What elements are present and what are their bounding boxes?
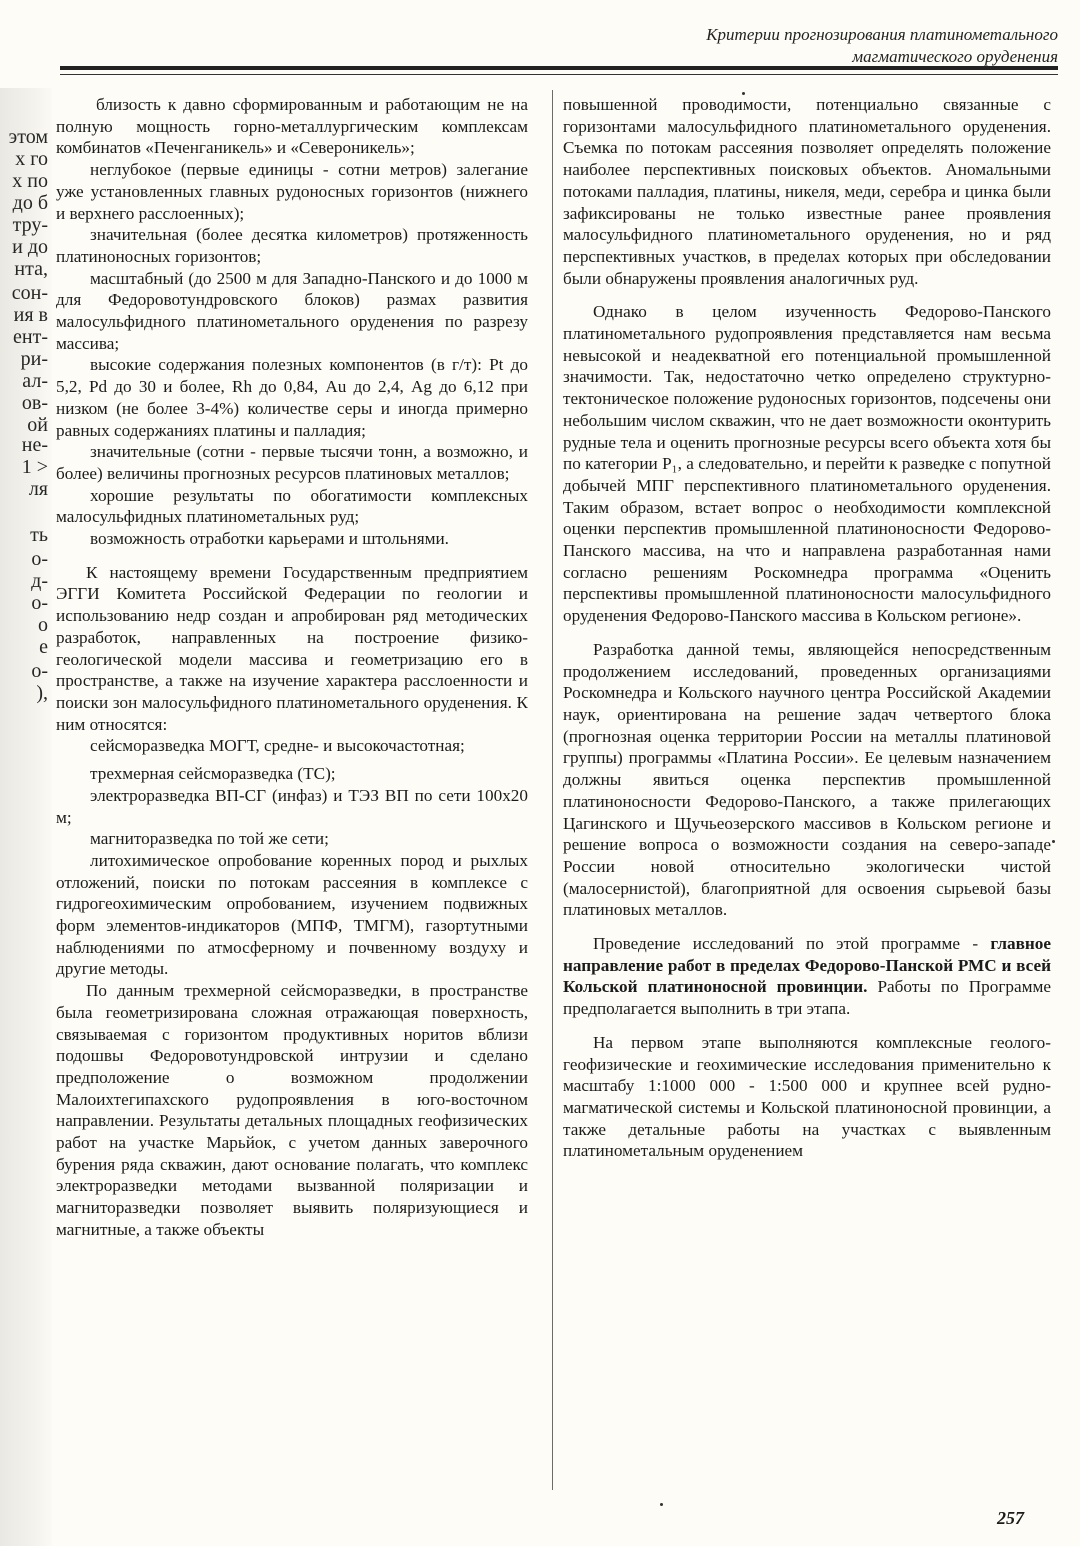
gutter-text-line: ой (27, 414, 48, 436)
running-header-line-2: магматического оруденения (852, 47, 1058, 66)
gutter-previous-page (0, 88, 52, 1546)
list-item: электроразведка ВП-СГ (инфаз) и ТЭЗ ВП по сети 100х20 м; (56, 785, 528, 827)
list-item: значительная (более десятка километров) протяженность платиноносных горизонтов; (56, 225, 528, 266)
header-rule-thick (60, 66, 1058, 70)
list-item: значительные (сотни - первые тысячи тонн, а возможно, и более) величины прогнозных ресурсов платиновых металлов; (56, 442, 528, 483)
list-item: магниторазведка по той же сети; (90, 829, 329, 849)
list-item: сейсморазведка МОГТ, средне- и высокочастотная; (90, 736, 465, 756)
gutter-text-line: не- (21, 434, 48, 456)
paragraph-text: Проведение исследований по этой программе - (593, 934, 991, 954)
right-column (563, 94, 1051, 1162)
list-item: высокие содержания полезных компонентов (в г/т): Pt до 5,2, Pd до 30 и более, Rh до 0,84, Au до 2,4, Ag до 6,12 при низком (не более 3-4%) количестве серы и иногда примерно равных содержаниях платины и палладия; (56, 355, 528, 440)
gutter-text-line: ля (28, 478, 48, 500)
gutter-text-line: ал- (22, 370, 48, 392)
header-rule-thin (60, 74, 1058, 75)
gutter-text-line: этом (8, 126, 48, 148)
paragraph: Однако в целом изученность Федорово-Панского платинометального рудопроявления представляется нам весьма невысокой и неадекватной его потенциальной промышленной значимости. Так, недостаточно четко определено структурно-тектоническое положение рудоносных горизонтов, подсечены они небольшим числом скважин, что не дает возможности оконтурить рудные тела и оценить прогнозные ресурсы всего объекта хотя бы по категории P₁, а следовательно, и перейти к разведке с попутной добычей МПГ перспективного платинометального оруденения. Таким образом, встает вопрос о необходимости комплексной оценки перспектив промышленной платиноносности Федорово-Панского массива, на что и направлена разработанная нами согласно решениям Роскомнедра программа «Оценить перспективы промышленной платиноносности малосульфидного оруденения Федорово-Панского массива в Кольском регионе». (563, 302, 1051, 626)
gutter-text-line: х го (15, 148, 48, 170)
gutter-text-line: ть (30, 524, 48, 546)
gutter-text-line: о- (31, 548, 48, 570)
paragraph: По данным трехмерной сейсморазведки, в пространстве была геометризирована сложная отражающая поверхность, связываемая с горизонтом продуктивных норитов вблизи подошвы Федоровотундровской интрузии и сделано предположение о возможном продолжении Малоихтегипахского рудопроявления в юго-восточном направлении. Результаты детальных площадных геофизических работ на участке Марьйок, с учетом данных заверочного бурения ряда скважин, дают основание полагать, что комплекс электроразведки методами вызванной поляризации и магниторазведки позволяет выявить поляризующиеся и магнитные, а также объекты (56, 981, 528, 1239)
paragraph: близость к давно сформированным и работающим не на полную мощность горно-металлургическим комплексам комбинатов «Печенганикель» и «Североникель»; (56, 95, 528, 158)
list-item: трехмерная сейсморазведка (ТС); (90, 764, 336, 784)
gutter-text-line: ), (36, 682, 48, 704)
gutter-text-line: тру- (12, 214, 48, 236)
list-item: литохимическое опробование коренных пород и рыхлых отложений, поиски по потокам рассеяния в комплексе с гидрогеохимическим опробованием, изучением подвижных форм элементов-индикаторов (МПФ, ТМГМ), газортутными наблюдениями по атмосферному и почвенному воздуху и другие методы. (56, 850, 528, 979)
running-header (706, 24, 1058, 68)
gutter-text-line: до б (12, 192, 48, 214)
gutter-text-line: ент- (13, 326, 48, 348)
gutter-text-line: о (38, 614, 48, 636)
paragraph (563, 933, 1051, 1020)
paragraph: К настоящему времени Государственным предприятием ЭГГИ Комитета Российской Федерации по геологии и использованию недр создан и апробирован ряд методических разработок, направленных на построение физико-геологической модели массива и геометризацию его в пространстве, а также на изучение характера расслоенности и поиски зон малосульфидного платинометального оруденения. К ним относятся: (56, 562, 528, 734)
gutter-text-line: о- (31, 592, 48, 614)
gutter-text-line: нта, (14, 258, 48, 280)
gutter-text-line: ри- (20, 348, 48, 370)
paragraph-text: Работы по Программе предполагается выполнить в три этапа. (563, 977, 1051, 1019)
gutter-text-line: 1 > (21, 456, 48, 478)
list-item: неглубокое (первые единицы - сотни метров) залегание уже установленных главных рудоносных горизонтов (нижнего и верхнего расслоенных); (56, 160, 528, 223)
scan-speck (660, 1503, 663, 1506)
column-divider (552, 90, 553, 1490)
gutter-text-line: ов- (21, 392, 48, 414)
gutter-text-line: о- (31, 660, 48, 682)
list-item: возможность отработки карьерами и штольнями. (90, 529, 449, 549)
gutter-text-line: сон- (11, 282, 48, 304)
left-column (56, 94, 528, 1241)
emphasized-text: главное направление работ в пределах Федорово-Панской РМС и всей Кольской платиноносной провинции. (563, 934, 1051, 997)
gutter-text-line: х по (12, 170, 48, 192)
list-item: хорошие результаты по обогатимости комплексных малосульфидных платинометальных руд; (56, 485, 528, 527)
paragraph: На первом этапе выполняются комплексные геолого-геофизические и геохимические исследования применительно к масштабу 1:1000 000 - 1:500 000 и крупнее всей рудно-магматической системы и Кольской платиноносной провинции, а также детальные работы на участках с выявленным платинометальным оруденением (563, 1032, 1051, 1161)
paragraph: повышенной проводимости, потенциально связанные с горизонтами малосульфидного платинометального оруденения. Съемка по потокам рассеяния позволяет определять положение наиболее перспективных поисковых объектов. Аномальными потоками палладия, платины, никеля, меди, серебра и цинка были зафиксированы не только известные ранее проявления малосульфидного платинометального оруденения, но и ряд перспективных участков, в пределах которых при обследовании были обнаружены проявления аналогичных руд. (563, 95, 1051, 288)
page-number: 257 (997, 1508, 1024, 1528)
gutter-text-line: е (39, 636, 48, 658)
gutter-text-line: д- (31, 570, 48, 592)
scan-speck (1052, 840, 1055, 843)
paragraph: Разработка данной темы, являющейся непосредственным продолжением исследований, проведенных организациями Роскомнедра и Кольского научного центра Российской Академии наук, ориентирована на решение задач четвертого блока (прогнозная оценка территории России на металлы платиновой группы) программы «Платина России». Ее целевым назначением должны явиться оценка перспектив промышленной платиноносности Федорово-Панского, а также прилегающих Цагинского и Щучьеозерского массивов в Кольском регионе и решение вопроса о возможности создания на северо-западе России новой относительно экологически чистой (малосернистой), благоприятной для освоения сырьевой базы платиновых металлов. (563, 639, 1051, 920)
list-item: масштабный (до 2500 м для Западно-Панского и до 1000 м для Федоровотундровского блоков) размах развития малосульфидного платинометального оруденения по разрезу массива; (56, 268, 528, 353)
gutter-text-line: ия в (13, 304, 48, 326)
scan-speck (742, 92, 745, 95)
gutter-text-line: и до (12, 236, 48, 258)
running-header-line-1: Критерии прогнозирования платинометального (706, 25, 1058, 44)
